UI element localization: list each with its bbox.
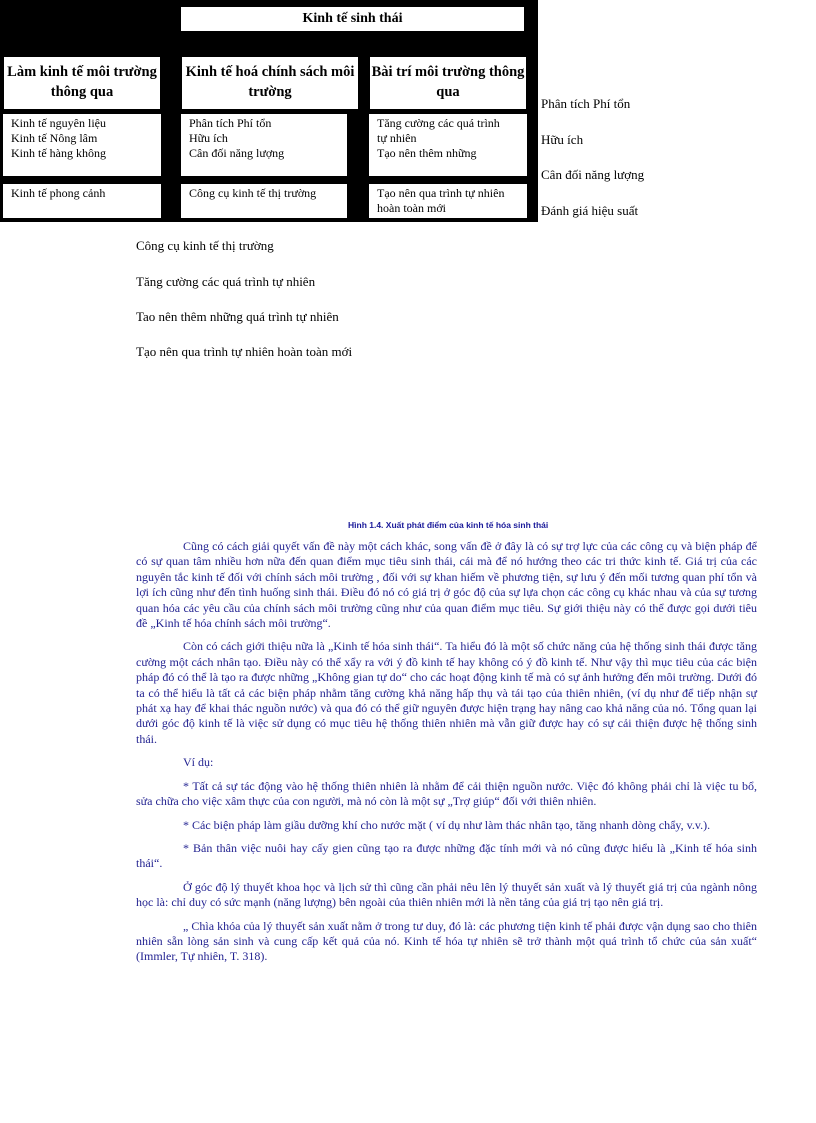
list-item: Tạo nên thêm những [377,146,477,160]
list-item: Công cụ kinh tế thị trường [189,186,317,200]
column-list-3 [369,114,527,176]
paragraph: Còn có cách giới thiệu nữa là „Kinh tế hóa sinh thái“. Ta hiểu đó là một số chức năng của hệ thống sinh thái được tăng cường một cách nhân tạo. Điều này có thể xẩy ra với ý đồ kinh tế hay không có ý đồ kinh tế. Như vậy thì mục tiêu của các biện pháp đó có thể là tạo ra được những „Không gian tự do“ cho các hoạt động kinh tế mà có sự ảnh hưởng đến môi trường. Dưới đó ta có thể hiểu là tất cả các biện pháp nhằm tăng cường khả năng hấp thụ và tái tạo của thiên nhiên, (ví dụ như để tiếp nhận sự phát xạ hay để khai thác nguồn nước) và qua đó có thể giữ nguyên được hiện trạng hay nâng cao khả năng của nó. Tổng quan lại dưới góc độ kinh tế là việc sử dụng có mục tiêu hệ thống thiên nhiên mà vẫn giữ được hay có sự cải thiện được hệ thống sinh thái. [136,639,757,746]
list-item: Tạo nên qua trình tự nhiên hoàn toàn mới [377,186,505,215]
list-item: Phân tích Phí tổn [189,116,272,130]
list-item: Hữu ích [189,131,228,145]
paragraph: Ví dụ: [183,755,214,770]
paragraph: * Các biện pháp làm giầu dưỡng khí cho nước mặt ( ví dụ như làm thác nhân tạo, tăng nhanh dòng chẩy, v.v.). [183,817,711,832]
column-bottom-1 [3,184,161,218]
list-item: Cân đối năng lượng [189,146,285,160]
side-item-1: Phân tích Phí tổn [541,96,631,111]
paragraph: * Tất cả sự tác động vào hệ thống thiên nhiên là nhằm để cải thiện nguồn nước. Việc đó không phải chỉ là việc tu bổ, sửa chữa cho việc xâm thực của con người, mà nó còn là một sự „Trợ giúp“ đối với thiên nhiên. [136,778,757,809]
column-title-3: Bài trí môi trường thông qua [369,56,527,110]
paragraph: * Bản thân việc nuôi hay cấy gien cũng tạo ra được những đặc tính mới và nó cũng được hiểu là „Kinh tế hóa sinh thái“. [136,840,757,871]
column-title-2: Kinh tế hoá chính sách môi trường [181,56,359,110]
tool-item-2: Tăng cường các quá trình tự nhiên [136,274,316,289]
tool-item-3: Tao nên thêm những quá trình tự nhiên [136,309,339,324]
list-item: Tăng cường các quá trình tự nhiên [377,116,500,145]
body-text [136,539,757,973]
column-list-1 [3,114,161,176]
list-item: Kinh tế nguyên liệu [11,116,106,130]
side-item-4: Đánh giá hiệu suất [541,203,639,218]
list-item: Kinh tế hàng không [11,146,106,160]
column-bottom-3 [369,184,527,218]
paragraph: „ Chìa khóa của lý thuyết sản xuất nằm ở trong tư duy, đó là: các phương tiện kinh tế phải được vận dụng sao cho thiên nhiên sẵn lòng sản sinh và cung cấp kết quả của nó. Kinh tế hóa tự nhiên sẽ trở thành một quá trình tổ chức của sản xuất“ (Immler, Tự nhiên, T. 318). [136,918,757,964]
column-bottom-2 [181,184,347,218]
diagram-header: Kinh tế sinh thái [180,6,525,32]
side-item-2: Hữu ích [541,132,584,147]
paragraph: Cũng có cách giải quyết vấn đề này một cách khác, song vấn đề ở đây là có sự trợ lực của các công cụ và biện pháp để có sự quan tâm nhiều hơn nữa đến quan điểm mục tiêu sinh thái, cái mà để nó hướng theo các tri thức kinh tế. Giá trị của các nguyên tắc kinh tế đối với chính sách môi trường , đối với sự khan hiếm về phương tiện, sự lưu ý đến mối tương quan phí tổn và lợi ích cũng như đến tình huống sinh thái. Điều đó nó có giá trị ở góc độ của sự lựa chọn các công cụ khác nhau và của sự tương quan hóa các yêu cầu của chính sách môi trường cũng như của quan điểm mục tiêu. Sự giới thiệu này có thể được gọi dưới tiêu đề „Kinh tế hóa chính sách môi trường“. [136,539,757,631]
figure-caption: Hình 1.4. Xuất phát điểm của kinh tế hóa sinh thái [348,520,549,530]
column-title-1: Làm kinh tế môi trường thông qua [3,56,161,110]
list-item: Kinh tế Nông lâm [11,131,98,145]
tool-item-4: Tạo nên qua trình tự nhiên hoàn toàn mới [136,344,353,359]
column-list-2 [181,114,347,176]
side-item-3: Cân đối năng lượng [541,167,645,182]
diagram [0,0,538,222]
list-item: Kinh tế phong cảnh [11,186,106,200]
tool-item-1: Công cụ kinh tế thị trường [136,238,274,253]
paragraph: Ở góc độ lý thuyết khoa học và lịch sử thì cũng cần phải nêu lên lý thuyết sản xuất và lý thuyết giá trị của ngành nông học là: chỉ duy có sức mạnh (năng lượng) bên ngoài của thiên nhiên mới là nền tảng của giá trị tạo nên giá trị. [136,879,757,910]
